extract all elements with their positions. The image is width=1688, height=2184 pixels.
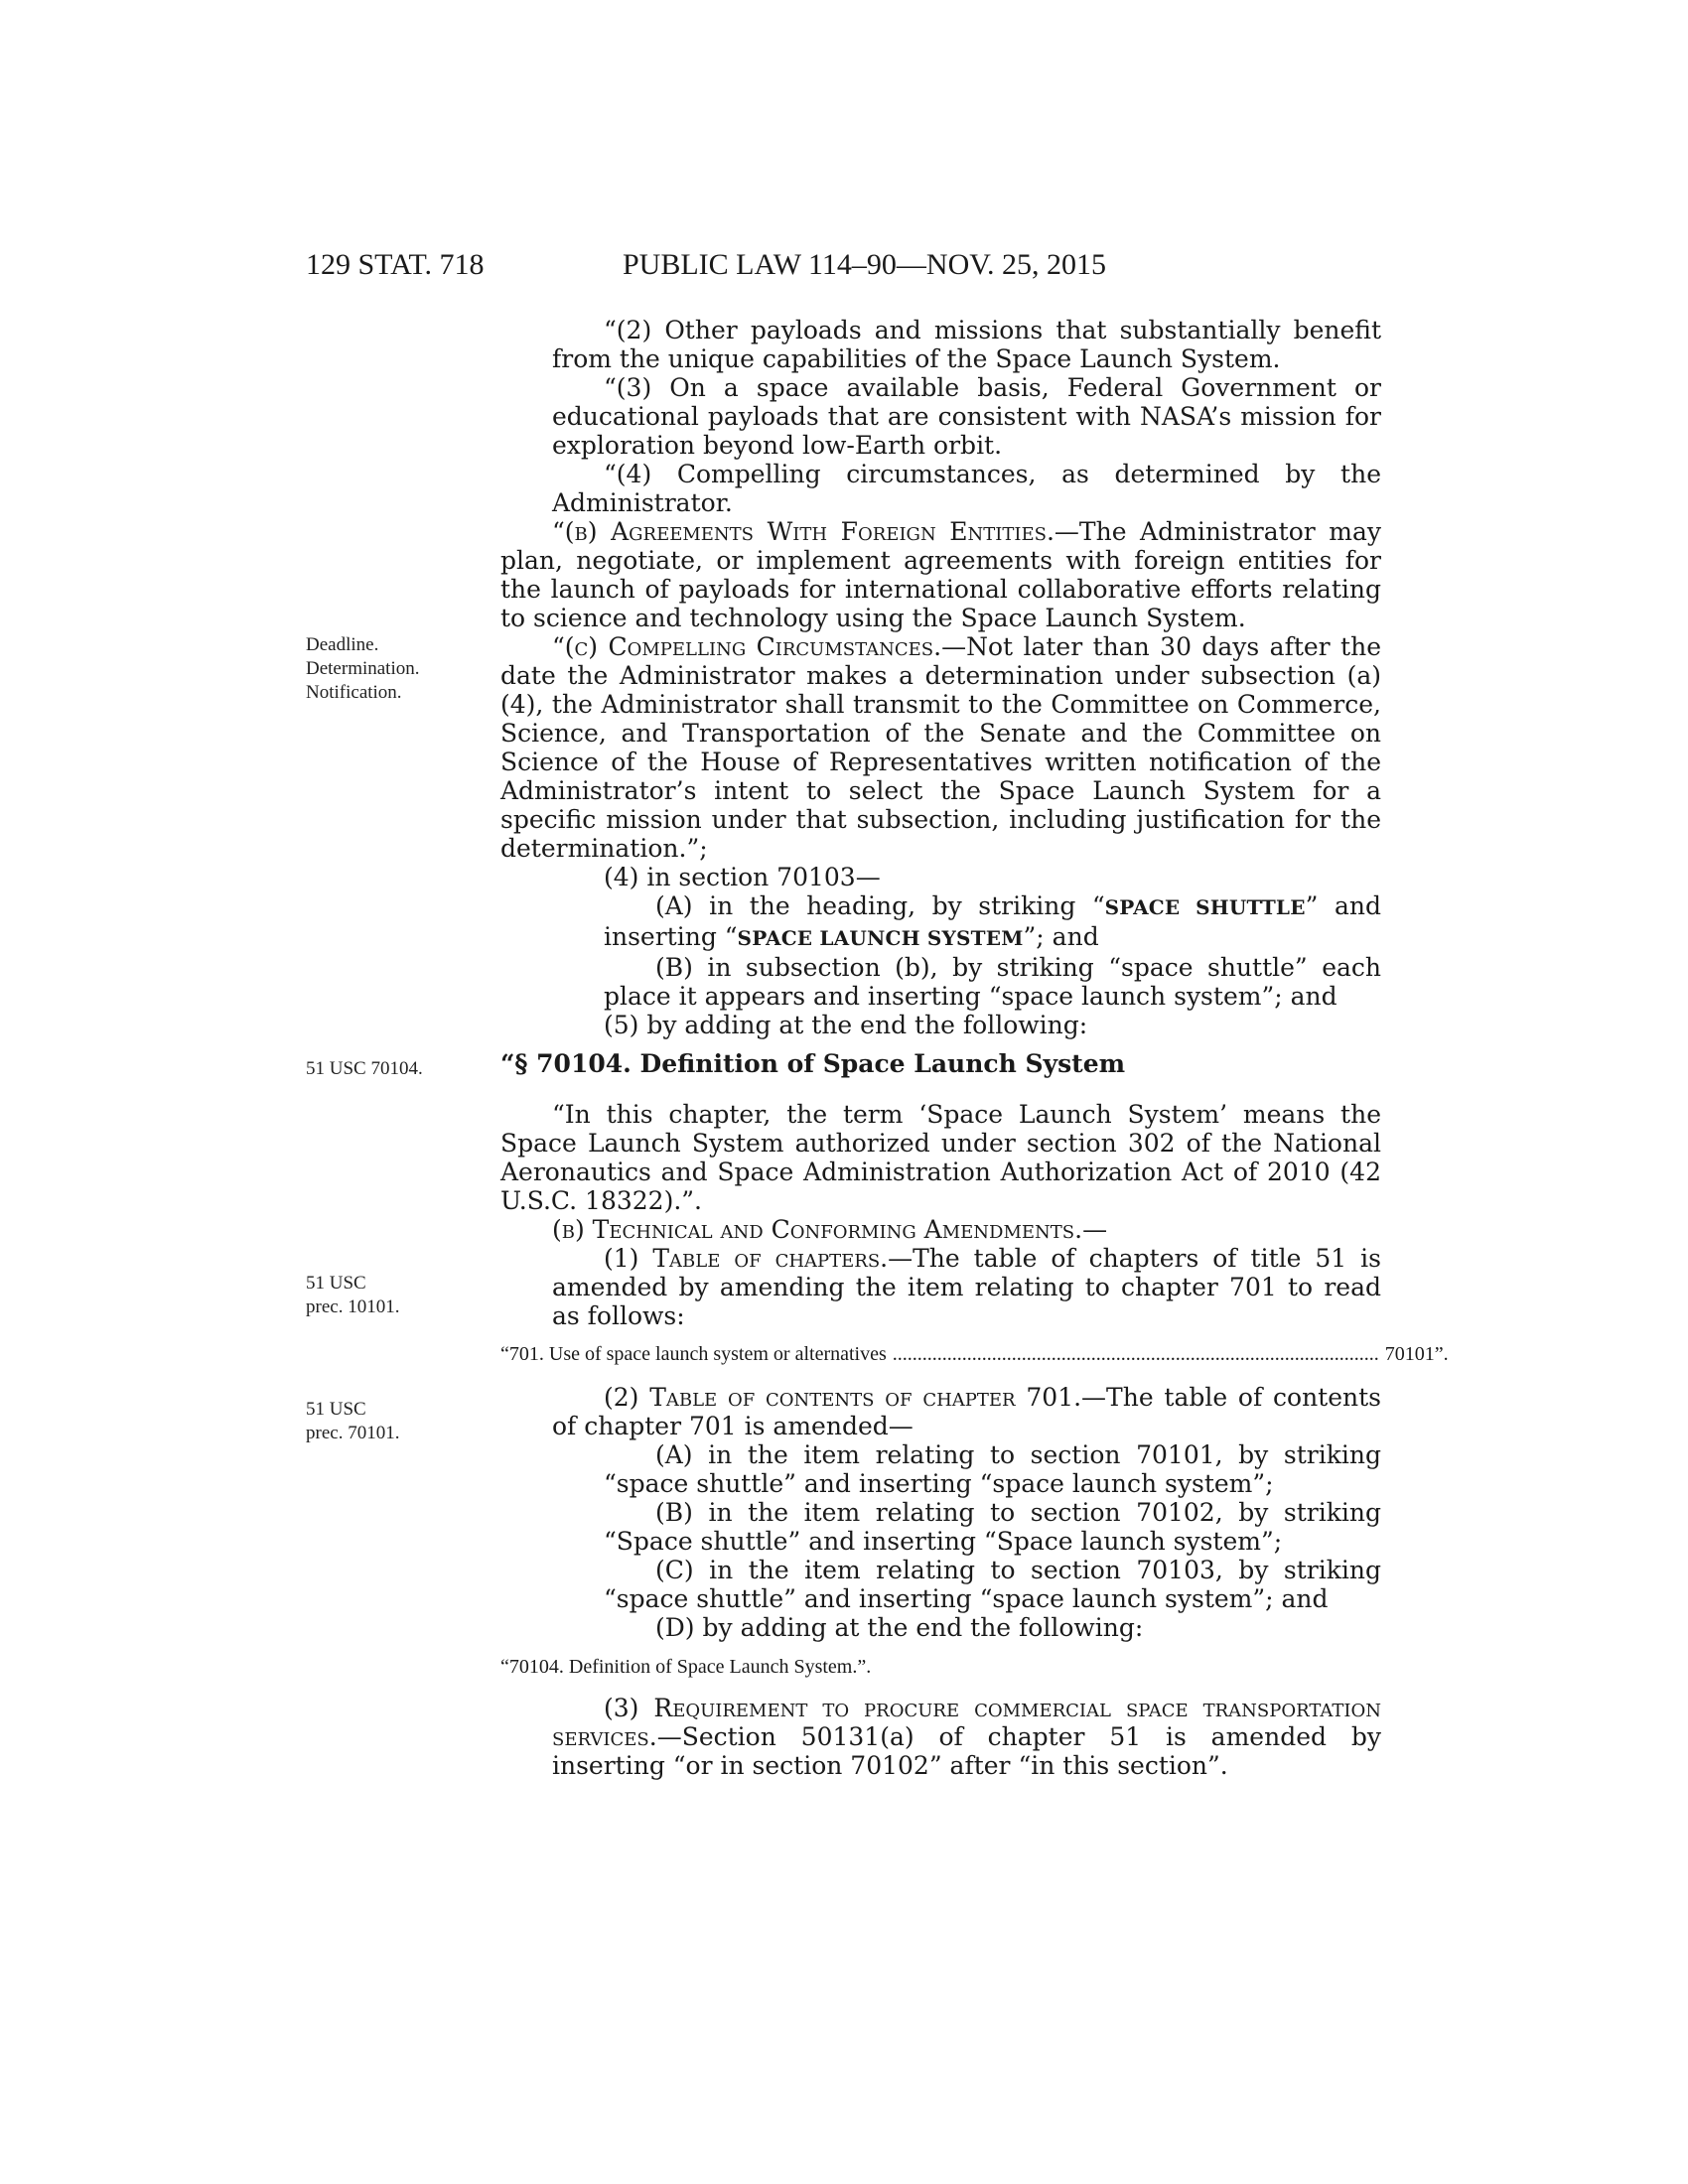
paragraph-4: “(4) Compelling circumstances, as determined by the Administrator. (552, 460, 1381, 517)
text-block-1 (500, 316, 1381, 1039)
toc-item-b: (B) in the item relating to section 70102, by striking “Space shuttle” and inserting “Space launch system”; (604, 1498, 1381, 1556)
margin-note-line: prec. 70101. (306, 1423, 400, 1443)
subsection-c (500, 632, 1381, 863)
margin-note-line: Determination. (306, 658, 420, 679)
table-of-chapters-text: —The table of chapters of title 51 is amended by amending the item relating to chapter 701 to read as follows: (552, 1244, 1381, 1330)
requirement-paragraph (552, 1694, 1381, 1780)
section-heading: “§ 70104. Definition of Space Launch System (500, 1049, 1126, 1078)
table-of-contents-text: —The table of contents of chapter 701 is amended— (552, 1383, 1381, 1440)
toc-entry-label: “701. Use of space launch system or alternatives (500, 1343, 887, 1365)
stat-page-number: 129 STAT. 718 (306, 248, 485, 281)
toc-entry-70104: “70104. Definition of Space Launch System.”. (500, 1656, 872, 1678)
margin-note-line: prec. 10101. (306, 1297, 400, 1317)
margin-note-line: 51 USC (306, 1273, 366, 1294)
margin-note-line: Notification. (306, 682, 402, 703)
item-a-text: ”; and (1023, 922, 1099, 951)
requirement-text: —Section 50131(a) of chapter 51 is amended by inserting “or in section 70102” after “in this section”. (552, 1722, 1381, 1780)
definition-paragraph: “In this chapter, the term ‘Space Launch System’ means the Space Launch System authorized under section 302 of the National Aeronautics and Space Administration Authorization Act of 2010 (42 U.S.C. 18322).”. (500, 1100, 1381, 1215)
subsection-c-text: —Not later than 30 days after the date the Administrator makes a determination under subsection (a)(4), the Administrator shall transmit to the Committee on Commerce, Science, and Transportation of the Senate and the Committee on Science of the House of Representatives written notification of the Administrator’s intent to select the Space Launch System for a specific mission under that subsection, including justification for the determination.”; (500, 632, 1381, 863)
item-a-caps-2: SPACE LAUNCH SYSTEM (737, 926, 1024, 950)
subsection-b-text: —The Administrator may plan, negotiate, or implement agreements with foreign entities for the launch of payloads for international collaborative efforts relating to science and technology using the Space Launch System. (500, 517, 1382, 632)
paragraph-3: “(3) On a space available basis, Federal Government or educational payloads that are consistent with NASA’s mission for exploration beyond low-Earth orbit. (552, 373, 1381, 460)
subsection-b-heading: “(b) Agreements With Foreign Entities. (552, 517, 1055, 546)
margin-note-line: 51 USC (306, 1399, 366, 1420)
requirement-heading: (3) Requirement to procure commercial space transportation services. (552, 1694, 1381, 1751)
item-a-text: ” and inserting “ (604, 891, 1381, 951)
text-block-3 (500, 1383, 1381, 1642)
item-a (604, 891, 1381, 953)
toc-item-c: (C) in the item relating to section 70103, by striking “space shuttle” and inserting “space launch system”; and (604, 1556, 1381, 1613)
item-5: (5) by adding at the end the following: (604, 1011, 1088, 1039)
subsection-c-heading: “(c) Compelling Circumstances. (552, 632, 942, 661)
table-of-chapters-heading: (1) Table of chapters. (604, 1244, 889, 1273)
text-block-4 (500, 1694, 1381, 1780)
toc-entry-701 (500, 1343, 1449, 1366)
item-4: (4) in section 70103— (604, 863, 881, 891)
toc-item-d: (D) by adding at the end the following: (655, 1613, 1144, 1642)
toc-entry-number: 70101”. (1384, 1343, 1449, 1365)
technical-amendments-heading: (b) Technical and Conforming Amendments.— (552, 1215, 1108, 1244)
toc-item-a: (A) in the item relating to section 70101, by striking “space shuttle” and inserting “space launch system”; (604, 1440, 1381, 1498)
item-b: (B) in subsection (b), by striking “space shuttle” each place it appears and inserting “space launch system”; and (604, 953, 1381, 1011)
table-of-contents-heading: (2) Table of contents of chapter 701. (604, 1383, 1082, 1412)
page-title: PUBLIC LAW 114–90—NOV. 25, 2015 (623, 248, 1107, 281)
table-of-contents-paragraph (552, 1383, 1381, 1440)
text-block-2 (500, 1100, 1381, 1330)
subsection-b (500, 517, 1381, 632)
margin-note-deadline (306, 633, 420, 705)
item-a-text: (A) in the heading, by striking “ (655, 891, 1105, 920)
margin-note-usc-10101 (306, 1272, 399, 1319)
toc-leader-dots: .................................................................................................. (892, 1343, 1379, 1365)
item-a-caps-1: SPACE SHUTTLE (1104, 895, 1306, 919)
table-of-chapters-paragraph (552, 1244, 1381, 1330)
margin-note-line: Deadline. (306, 634, 379, 655)
paragraph-2: “(2) Other payloads and missions that substantially benefit from the unique capabilities of the Space Launch System. (552, 316, 1381, 373)
margin-note-usc-70101 (306, 1398, 399, 1445)
margin-note-usc-70104: 51 USC 70104. (306, 1058, 423, 1079)
